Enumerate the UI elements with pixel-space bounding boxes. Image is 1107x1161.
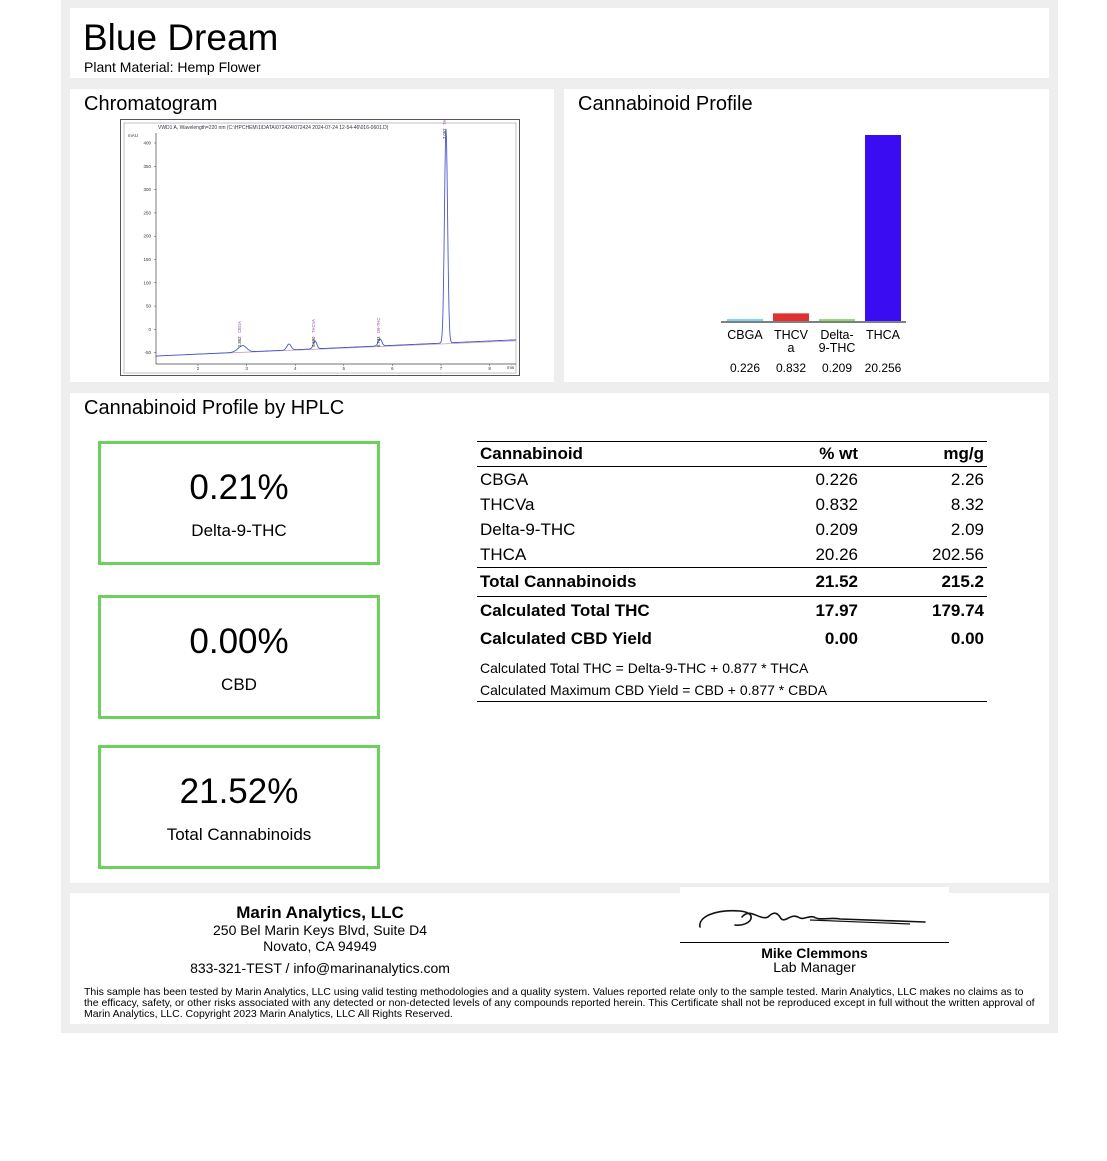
- y-tick-label: 200: [143, 233, 151, 239]
- y-tick-label: 100: [143, 280, 151, 286]
- total-cannabinoids-row: [477, 568, 987, 597]
- company-address-line2: Novato, CA 94949: [263, 938, 377, 954]
- x-tick-label: 3: [245, 366, 248, 371]
- y-tick-label: 250: [143, 210, 151, 216]
- cell-name: CBGA: [480, 469, 529, 489]
- x-tick-label: 2: [196, 366, 200, 371]
- cell-pct: 21.52: [727, 568, 861, 597]
- cell-pct: 20.26: [815, 544, 858, 564]
- profile-title: Cannabinoid Profile: [578, 93, 753, 115]
- svg-text:D9-THC: D9-THC: [376, 317, 381, 333]
- cell-mg: 202.56: [932, 544, 984, 564]
- svg-text:CBGA: CBGA: [237, 321, 242, 333]
- chromatogram-header: VWD1 A, Wavelength=220 nm (C:\HPCHEM\1\DATA\072424\072424 2024-07-24 12-54-46\016-0601.D): [158, 125, 389, 131]
- card-value: 0.21%: [189, 468, 289, 507]
- svg-text:5.733: 5.733: [376, 336, 381, 347]
- total-cannabinoids-card: [98, 745, 380, 869]
- svg-text:4.590: 4.590: [311, 336, 316, 347]
- cell-name: Total Cannabinoids: [477, 568, 727, 597]
- bar-delta-9-thc: [819, 319, 855, 321]
- cell-pct: 17.97: [815, 601, 858, 620]
- plant-material: Plant Material: Hemp Flower: [84, 59, 261, 75]
- card-label: Total Cannabinoids: [166, 825, 312, 844]
- category-label: Delta-: [820, 328, 854, 342]
- formula-note-cbd: [477, 679, 987, 702]
- cbd-card: [98, 595, 380, 719]
- column-header-mg-g: mg/g: [861, 442, 987, 467]
- calculated-total-thc-row: [477, 597, 987, 626]
- hplc-results-table: [477, 441, 987, 702]
- card-label: Delta-9-THC: [191, 521, 287, 540]
- hplc-title: Cannabinoid Profile by HPLC: [84, 397, 345, 419]
- table-row: [477, 467, 987, 493]
- y-tick-label: 50: [145, 303, 151, 309]
- x-tick-label: 8: [488, 366, 491, 371]
- y-tick-label: 300: [143, 187, 151, 193]
- cell-name: THCA: [480, 544, 527, 564]
- cell-name: Calculated Total THC: [480, 601, 650, 620]
- note-text: Calculated Total THC = Delta-9-THC + 0.877 * THCA: [480, 660, 809, 676]
- card-label: CBD: [221, 675, 257, 694]
- bar-thcva: [773, 313, 809, 321]
- svg-text:THCVA: THCVA: [311, 319, 316, 333]
- x-unit: min: [507, 365, 515, 370]
- legal-disclaimer: This sample has been tested by Marin Analytics, LLC using valid testing methodologies and a quality system. Values reported relate only to the sample tested. Marin Analytics, LLC makes no claims as to the efficacy, safety, or other risks associated with any detected or non-detected levels of any compounds reported herein. This Certificate shall not be reproduced except in full without the written approval of Marin Analytics, LLC. Copyright 2023 Marin Analytics, LLC All Rights Reserved.: [84, 986, 1035, 1020]
- cell-name: Delta-9-THC: [480, 519, 576, 539]
- y-tick-label: 400: [143, 140, 151, 146]
- signer-name: Mike Clemmons: [761, 945, 868, 961]
- cell-mg: 179.74: [932, 601, 984, 620]
- calculated-cbd-yield-row: [477, 625, 987, 653]
- cell-mg: 215.2: [861, 568, 987, 597]
- svg-text:7.062: 7.062: [442, 128, 447, 139]
- table-row: [477, 517, 987, 542]
- cell-mg: 2.09: [950, 519, 984, 539]
- chromatogram-title: Chromatogram: [84, 93, 218, 115]
- category-label: THCA: [865, 328, 901, 342]
- company-name: Marin Analytics, LLC: [236, 903, 404, 922]
- cell-mg: 0.00: [950, 629, 984, 648]
- y-unit: mAU: [128, 133, 138, 138]
- column-header-cannabinoid: Cannabinoid: [477, 442, 727, 467]
- card-value: 21.52%: [179, 772, 299, 811]
- cell-pct: 0.832: [815, 494, 858, 514]
- table-row: [477, 492, 987, 517]
- company-address-line1: 250 Bel Marin Keys Blvd, Suite D4: [213, 922, 427, 938]
- signer-title: Lab Manager: [773, 959, 856, 975]
- value-label: 0.226: [729, 361, 761, 375]
- cell-name: Calculated CBD Yield: [480, 629, 652, 648]
- value-label: 20.256: [864, 361, 902, 375]
- peak-label: [442, 119, 447, 139]
- formula-note-thc: [477, 653, 987, 679]
- y-tick-label: -50: [144, 350, 151, 356]
- company-contact: 833-321-TEST / info@marinanalytics.com: [190, 960, 450, 976]
- x-tick-label: 7: [439, 366, 443, 371]
- category-label: THCV: [773, 328, 809, 342]
- category-label: a: [787, 341, 795, 355]
- signature-image: [680, 887, 949, 942]
- svg-text:2.852: 2.852: [237, 336, 242, 347]
- y-tick-label: 0: [148, 326, 151, 332]
- x-tick-label: 4: [293, 366, 297, 371]
- cell-name: THCVa: [480, 494, 535, 514]
- y-tick-label: 350: [143, 163, 151, 169]
- cell-mg: 2.26: [950, 469, 984, 489]
- table-row: [477, 542, 987, 568]
- peak-label: [311, 319, 316, 347]
- column-header-pct-wt: % wt: [727, 442, 861, 467]
- chromatogram-image: [120, 119, 520, 381]
- category-label: CBGA: [727, 328, 763, 342]
- x-tick-label: 5: [342, 366, 346, 371]
- cell-pct: 0.209: [815, 519, 858, 539]
- y-tick-label: 150: [143, 257, 151, 262]
- peak-label: [237, 321, 242, 347]
- signature-box: [680, 887, 949, 943]
- peak-label: [376, 318, 381, 347]
- cell-pct: 0.226: [815, 469, 858, 489]
- category-label: 9-THC: [818, 341, 856, 355]
- svg-text:THCA: THCA: [442, 119, 447, 125]
- value-label: 0.209: [821, 361, 853, 375]
- bar-cbga: [727, 319, 763, 321]
- product-name: Blue Dream: [83, 17, 279, 58]
- bar-thca: [865, 135, 901, 321]
- x-tick-label: 6: [391, 366, 394, 371]
- table-header-row: [477, 442, 987, 467]
- note-text: Calculated Maximum CBD Yield = CBD + 0.877 * CBDA: [477, 679, 987, 702]
- card-value: 0.00%: [189, 622, 289, 661]
- value-label: 0.832: [775, 361, 807, 375]
- delta9-thc-card: [98, 441, 380, 565]
- cell-pct: 0.00: [824, 629, 858, 648]
- cannabinoid-bar-chart: [718, 125, 910, 385]
- cell-mg: 8.32: [950, 494, 984, 514]
